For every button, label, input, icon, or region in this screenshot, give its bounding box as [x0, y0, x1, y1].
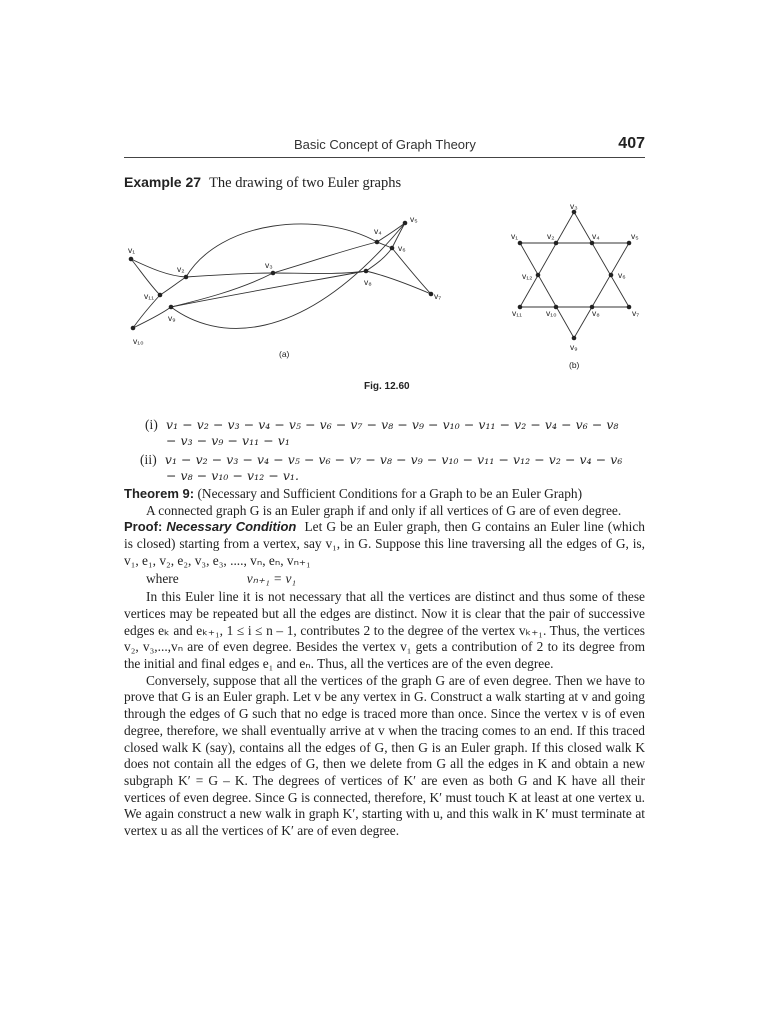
graph-a-vertex-label: v₁₁: [144, 291, 154, 301]
graph-a-vertex: [364, 269, 369, 274]
graph-a-vertex: [169, 305, 174, 310]
graph-b-edge: [520, 212, 574, 307]
page-header: [124, 136, 645, 158]
graph-b-vertex-label: v₁: [511, 231, 519, 241]
graph-a-vertex-label: v₉: [168, 313, 176, 323]
graph-a-edge: [273, 242, 377, 273]
proof-para-2: In this Euler line it is not necessary that all the vertices are distinct and thus some of these vertices may be repeated but all the edges are distinct. Now it is clear that the pair of successive edges eₖ and eₖ₊₁, 1 ≤ i ≤ n – 1, contributes 2 to the degree of the vertex vₖ₊₁. Thus, the vertices v₂, v₃,...,vₙ are of even degree. Besides the vertex v₁ gets a contribution of 2 to its degree from the initial and final edges e₁ and eₙ. Thus, all the vertices are of the even degree.: [124, 589, 645, 672]
body-text: [124, 486, 645, 840]
graph-a-vertex-label: v₁: [128, 245, 136, 255]
running-title: Basic Concept of Graph Theory: [294, 137, 476, 152]
proof-condition: Necessary Condition: [166, 519, 297, 535]
where-word: where: [146, 570, 179, 586]
graph-b-vertex-label: v₆: [618, 270, 626, 280]
graph-a-vertex: [403, 221, 408, 226]
graph-b-vertex-label: v₉: [570, 342, 578, 352]
graph-a-vertex: [129, 257, 134, 262]
graph-a-vertex-label: v₈: [364, 277, 372, 287]
graph-a-edge: [392, 248, 431, 294]
graph-b-labels: [511, 201, 639, 370]
header-rule: [124, 157, 645, 158]
graph-a-sublabel: (a): [279, 349, 290, 359]
graph-b-vertex: [572, 336, 577, 341]
graph-b-vertex-label: v₄: [592, 231, 600, 241]
graph-b-vertex: [590, 241, 595, 246]
example-heading: [124, 174, 401, 192]
graph-a-vertex-label: v₆: [398, 243, 406, 253]
path-ii-line2: − v₈ − v₁₀ − v₁₂ − v₁.: [166, 468, 300, 483]
graph-a-edge: [160, 277, 186, 295]
graph-b-vertex-label: v₁₂: [522, 271, 533, 281]
where-equation: vₙ₊₁ = v₁: [246, 570, 297, 586]
graph-a-vertex: [390, 246, 395, 251]
graph-b-vertices: [518, 210, 632, 341]
graph-a-vertex-label: v₃: [265, 260, 273, 270]
graph-a-edge: [377, 242, 392, 248]
graph-a-vertex-label: v₁₀: [133, 336, 144, 346]
path-i-label: (i): [145, 417, 158, 432]
graph-a-edge: [186, 224, 377, 277]
graph-b-vertex-label: v₃: [570, 201, 578, 211]
graph-b-vertex: [518, 241, 523, 246]
path-ii-line1: [140, 451, 622, 468]
graph-a: [131, 223, 431, 328]
graph-b-vertex-label: v₅: [631, 231, 639, 241]
euler-graphs-figure: [0, 195, 768, 380]
graph-a-edge: [131, 259, 160, 295]
graph-b-sublabel: (b): [569, 360, 580, 370]
graph-a-vertex-label: v₅: [410, 214, 418, 224]
graph-a-vertex: [158, 293, 163, 298]
graph-a-vertex: [271, 271, 276, 276]
graph-b-vertex-label: v₇: [632, 308, 640, 318]
proof-label: Proof:: [124, 519, 163, 535]
graph-b-edge: [520, 243, 574, 338]
path-ii-text1: v₁ − v₂ − v₃ − v₄ − v₅ − v₆ − v₇ − v₈ − v₉ − v₁₀ − v₁₁ − v₁₂ − v₂ − v₄ − v₆: [164, 452, 623, 467]
example-title: The drawing of two Euler graphs: [209, 175, 402, 191]
proof-para-3: Conversely, suppose that all the vertices of the graph G are of even degree. Then we have to prove that G is an Euler graph. Let v be any vertex in G. Construct a walk starting at v and going through the edges of G such that no edge is traced more than once. Since the vertex v is of even degree, therefore, we shall eventually arrive at v when the tracing comes to an end. If this traced closed walk K (say), contains all the edges of G, then G is an Euler graph. If this closed walk K does not contain all the edges of G, then we delete from G all the edges in K and obtain a new subgraph K′ = G – K. The degrees of vertices of K′ are even as both G and K have all their vertices of even degree. Since G is connected, therefore, K′ must touch K at least at one vertex u. We again construct a new walk in graph K′, starting with u, and this walk in K′ must terminate at vertex u as all the vertices of K′ are of even degree.: [124, 672, 645, 839]
graph-b-vertex-label: v₂: [547, 231, 555, 241]
graph-b-edge: [574, 212, 629, 307]
graph-a-vertex: [184, 275, 189, 280]
path-i-text1: v₁ − v₂ − v₃ − v₄ − v₅ − v₆ − v₇ − v₈ − v₉ − v₁₀ − v₁₁ − v₂ − v₄ − v₆ − v₈: [166, 417, 619, 432]
graph-b-vertex-label: v₈: [592, 308, 600, 318]
path-i-line1: [145, 416, 619, 433]
path-i-line2: − v₃ − v₉ − v₁₁ − v₁: [166, 433, 290, 448]
graph-a-vertex-label: v₇: [434, 291, 442, 301]
graph-b-vertex: [627, 305, 632, 310]
theorem-heading: [124, 486, 645, 503]
graph-a-vertex: [429, 292, 434, 297]
theorem-label: Theorem 9:: [124, 486, 195, 501]
graph-b-vertex: [554, 241, 559, 246]
proof-para-1: [124, 519, 645, 569]
example-label: Example 27: [124, 174, 202, 190]
where-line: [124, 571, 645, 588]
graph-a-edge: [366, 248, 392, 271]
graph-a-edge: [133, 307, 171, 328]
graph-b-vertex-label: v₁₀: [546, 308, 557, 318]
proof-para-1-text: Let G be an Euler graph, then G contains an Euler line (which is closed) starting from a vertex, say v₁, in G. Suppose this line traversing all the edges of G, is, v₁, e₁, v₂, e₂, v₃, e₃, ...., vₙ, eₙ, vₙ₊₁: [124, 519, 645, 568]
graph-b-vertex: [627, 241, 632, 246]
page-number: 407: [618, 135, 645, 152]
theorem-title: (Necessary and Sufficient Conditions for a Graph to be an Euler Graph): [197, 486, 583, 501]
graph-a-edge: [186, 273, 273, 277]
theorem-statement: A connected graph G is an Euler graph if and only if all vertices of G are of even degree.: [146, 502, 622, 518]
graph-a-vertex: [375, 240, 380, 245]
graph-a-vertex-label: v₂: [177, 264, 185, 274]
graph-b-vertex-label: v₁₁: [512, 308, 522, 318]
graph-a-vertex-label: v₄: [374, 226, 382, 236]
graph-b-vertex: [609, 273, 614, 278]
figure-caption: Fig. 12.60: [364, 381, 410, 392]
graph-a-vertex: [131, 326, 136, 331]
graph-b-edge: [574, 243, 629, 338]
path-ii-label: (ii): [140, 452, 157, 467]
graph-b-vertex: [536, 273, 541, 278]
